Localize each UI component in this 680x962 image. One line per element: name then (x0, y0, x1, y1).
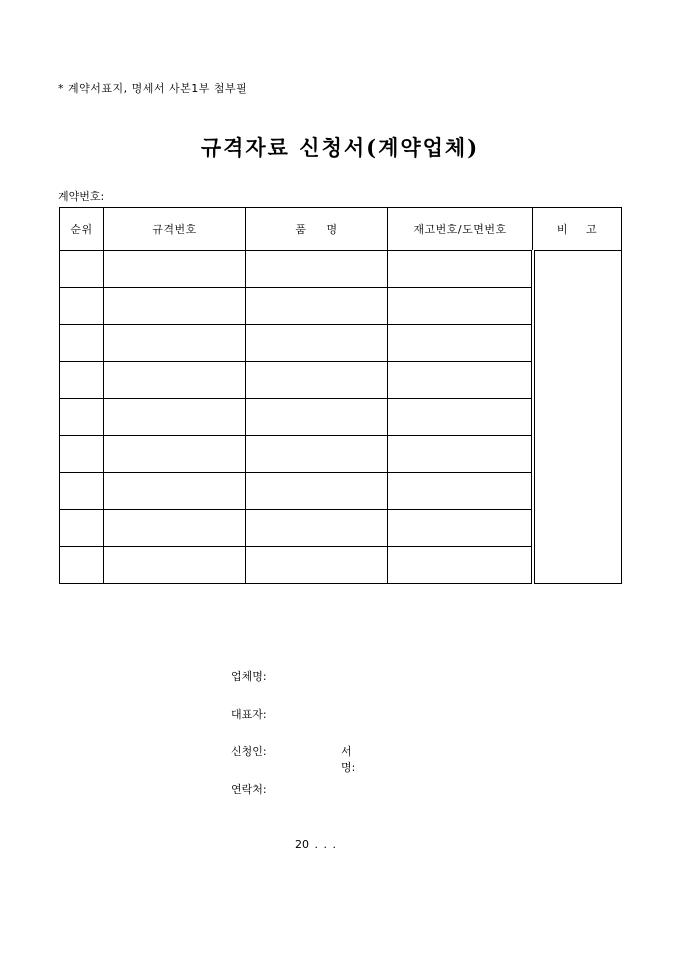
col-header-item-name: 품 명 (246, 208, 388, 251)
cell-item-name[interactable] (246, 362, 388, 399)
contract-number-label: 계약번호: (58, 190, 105, 203)
cell-spec-number[interactable] (104, 510, 246, 547)
cell-spec-number[interactable] (104, 288, 246, 325)
header-row (60, 208, 622, 251)
cell-rank[interactable] (60, 436, 104, 473)
date-line: 20 . . . (295, 838, 336, 851)
cell-item-name[interactable] (246, 325, 388, 362)
representative-label: 대표자: (231, 707, 267, 721)
cell-stock-drawing-number[interactable] (388, 547, 533, 584)
applicant-field (231, 743, 356, 781)
request-table (59, 207, 622, 584)
cell-item-name[interactable] (246, 473, 388, 510)
cell-item-name[interactable] (246, 251, 388, 288)
signature-label: 서명: (341, 745, 356, 774)
cell-item-name[interactable] (246, 399, 388, 436)
cell-stock-drawing-number[interactable] (388, 399, 533, 436)
cell-spec-number[interactable] (104, 251, 246, 288)
cell-stock-drawing-number[interactable] (388, 288, 533, 325)
table-row (60, 251, 622, 288)
contact-label: 연락처: (231, 782, 267, 796)
cell-stock-drawing-number[interactable] (388, 473, 533, 510)
col-header-rank: 순위 (60, 208, 104, 251)
cell-spec-number[interactable] (104, 399, 246, 436)
cell-rank[interactable] (60, 362, 104, 399)
cell-stock-drawing-number[interactable] (388, 436, 533, 473)
applicant-label: 신청인: (231, 745, 267, 758)
cell-rank[interactable] (60, 325, 104, 362)
applicant-info (231, 668, 356, 818)
cell-stock-drawing-number[interactable] (388, 362, 533, 399)
company-field (231, 668, 267, 706)
cell-spec-number[interactable] (104, 473, 246, 510)
representative-field (231, 706, 267, 744)
cell-item-name[interactable] (246, 436, 388, 473)
cell-item-name[interactable] (246, 547, 388, 584)
cell-item-name[interactable] (246, 510, 388, 547)
cell-stock-drawing-number[interactable] (388, 325, 533, 362)
cell-stock-drawing-number[interactable] (388, 251, 533, 288)
cell-spec-number[interactable] (104, 547, 246, 584)
col-header-remarks: 비 고 (533, 208, 622, 251)
page-title: 규격자료 신청서(계약업체) (200, 135, 480, 160)
cell-stock-drawing-number[interactable] (388, 510, 533, 547)
cell-spec-number[interactable] (104, 325, 246, 362)
attachment-note: * 계약서표지, 명세서 사본1부 첨부필 (58, 82, 248, 95)
cell-item-name[interactable] (246, 288, 388, 325)
cell-rank[interactable] (60, 399, 104, 436)
table-body (60, 251, 622, 584)
cell-spec-number[interactable] (104, 362, 246, 399)
cell-spec-number[interactable] (104, 436, 246, 473)
col-header-spec-number: 규격번호 (104, 208, 246, 251)
cell-rank[interactable] (60, 510, 104, 547)
contact-field (231, 781, 267, 819)
cell-rank[interactable] (60, 547, 104, 584)
cell-rank[interactable] (60, 251, 104, 288)
cell-remarks[interactable] (533, 251, 622, 584)
company-label: 업체명: (231, 670, 267, 683)
cell-rank[interactable] (60, 288, 104, 325)
col-header-stock-drawing-number: 재고번호/도면번호 (388, 208, 533, 251)
cell-rank[interactable] (60, 473, 104, 510)
